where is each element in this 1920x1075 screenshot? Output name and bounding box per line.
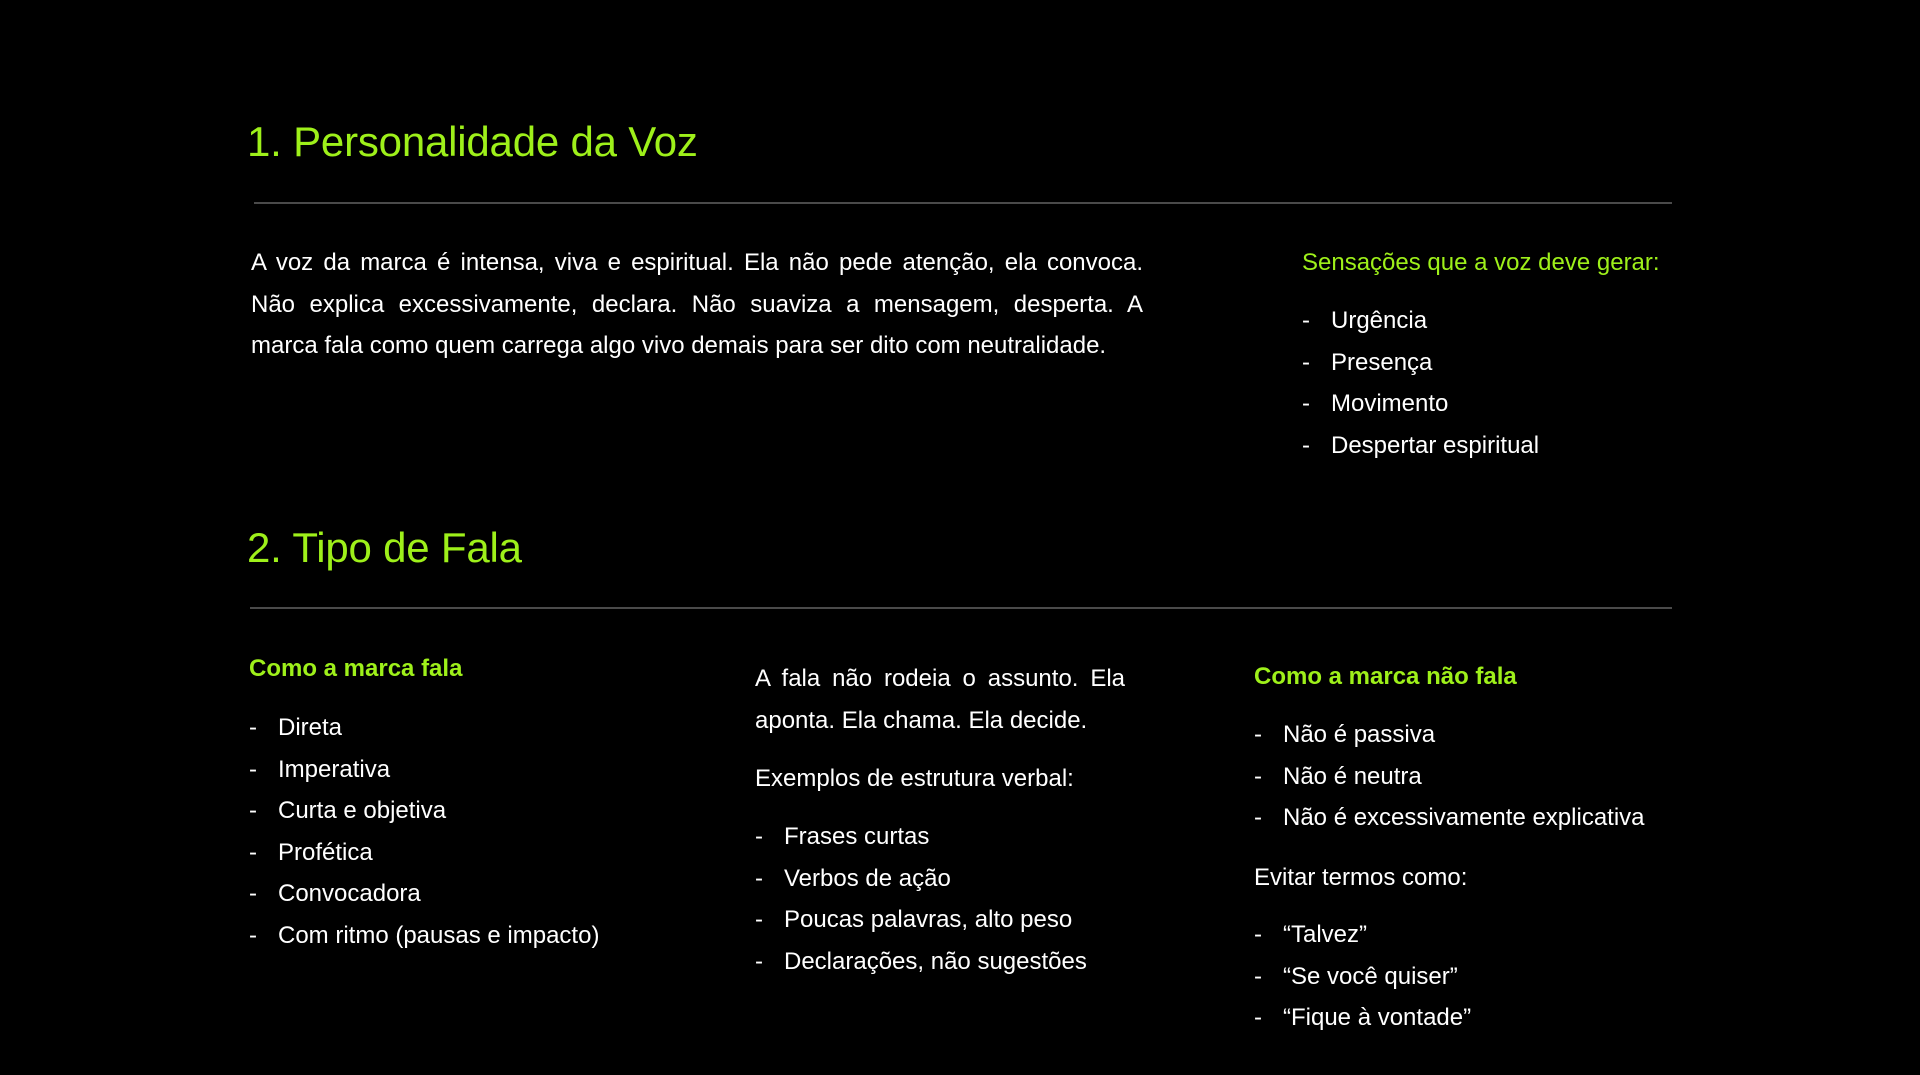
avoid-title: Evitar termos como: bbox=[1254, 864, 1468, 891]
list-item: - Não é passiva bbox=[1254, 714, 1645, 756]
list-item: - Imperativa bbox=[249, 749, 599, 791]
list-dash: - bbox=[1254, 921, 1262, 948]
list-dash: - bbox=[1254, 1004, 1262, 1032]
list-item: - Não é excessivamente explicativa bbox=[1254, 797, 1645, 839]
list-item: - Convocadora bbox=[249, 873, 599, 915]
list-item: - Verbos de ação bbox=[755, 858, 1087, 900]
list-item: - Com ritmo (pausas e impacto) bbox=[249, 915, 599, 957]
list-dash: - bbox=[1302, 390, 1310, 418]
section-1-heading: 1. Personalidade da Voz bbox=[247, 118, 698, 165]
list-item: - “Talvez” bbox=[1254, 914, 1471, 956]
list-dash: - bbox=[1254, 804, 1262, 832]
list-item: - Poucas palavras, alto peso bbox=[755, 899, 1087, 941]
list-dash: - bbox=[1302, 307, 1310, 334]
list-item: - “Fique à vontade” bbox=[1254, 997, 1471, 1039]
list-dash: - bbox=[1254, 962, 1262, 990]
list-dash: - bbox=[755, 947, 763, 975]
list-dash: - bbox=[249, 838, 257, 866]
examples-title: Exemplos de estrutura verbal: bbox=[755, 765, 1074, 792]
how-not-speaks-title: Como a marca não fala bbox=[1254, 663, 1517, 690]
middle-paragraph: A fala não rodeia o assunto. Ela aponta. Ela chama. Ela decide. bbox=[755, 665, 1125, 734]
section-1-divider bbox=[254, 202, 1672, 204]
list-item: - Despertar espiritual bbox=[1302, 425, 1539, 467]
list-dash: - bbox=[249, 714, 257, 741]
avoid-terms-list bbox=[1254, 914, 1471, 1039]
list-item: - Frases curtas bbox=[755, 816, 1087, 858]
how-not-speaks-list bbox=[1254, 714, 1645, 839]
sensations-list bbox=[1302, 300, 1539, 466]
list-dash: - bbox=[1254, 762, 1262, 790]
section-2-heading: 2. Tipo de Fala bbox=[247, 524, 522, 571]
list-dash: - bbox=[249, 880, 257, 908]
list-dash: - bbox=[1302, 431, 1310, 459]
list-dash: - bbox=[249, 797, 257, 825]
list-dash: - bbox=[755, 864, 763, 892]
examples-list bbox=[755, 816, 1087, 982]
how-speaks-list bbox=[249, 707, 599, 957]
list-dash: - bbox=[1254, 721, 1262, 748]
list-item: - Curta e objetiva bbox=[249, 790, 599, 832]
list-item: - “Se você quiser” bbox=[1254, 956, 1471, 998]
list-dash: - bbox=[755, 906, 763, 934]
list-item: - Urgência bbox=[1302, 300, 1539, 342]
list-item: - Direta bbox=[249, 707, 599, 749]
list-item: - Movimento bbox=[1302, 383, 1539, 425]
section-1-paragraph: A voz da marca é intensa, viva e espiritual. Ela não pede atenção, ela convoca. Não explica excessivamente, declara. Não suaviza a mensagem, desperta. A marca fala como quem carrega algo vivo demais para ser dito com neutralidade. bbox=[251, 249, 1143, 359]
list-item: - Não é neutra bbox=[1254, 756, 1645, 798]
list-item: - Presença bbox=[1302, 342, 1539, 384]
list-dash: - bbox=[1302, 348, 1310, 376]
section-2-divider bbox=[250, 607, 1672, 609]
list-dash: - bbox=[755, 823, 763, 850]
list-dash: - bbox=[249, 755, 257, 783]
list-item: - Profética bbox=[249, 832, 599, 874]
list-item: - Declarações, não sugestões bbox=[755, 941, 1087, 983]
how-speaks-title: Como a marca fala bbox=[249, 655, 463, 682]
list-dash: - bbox=[249, 921, 257, 949]
sensations-title: Sensações que a voz deve gerar: bbox=[1302, 249, 1660, 276]
